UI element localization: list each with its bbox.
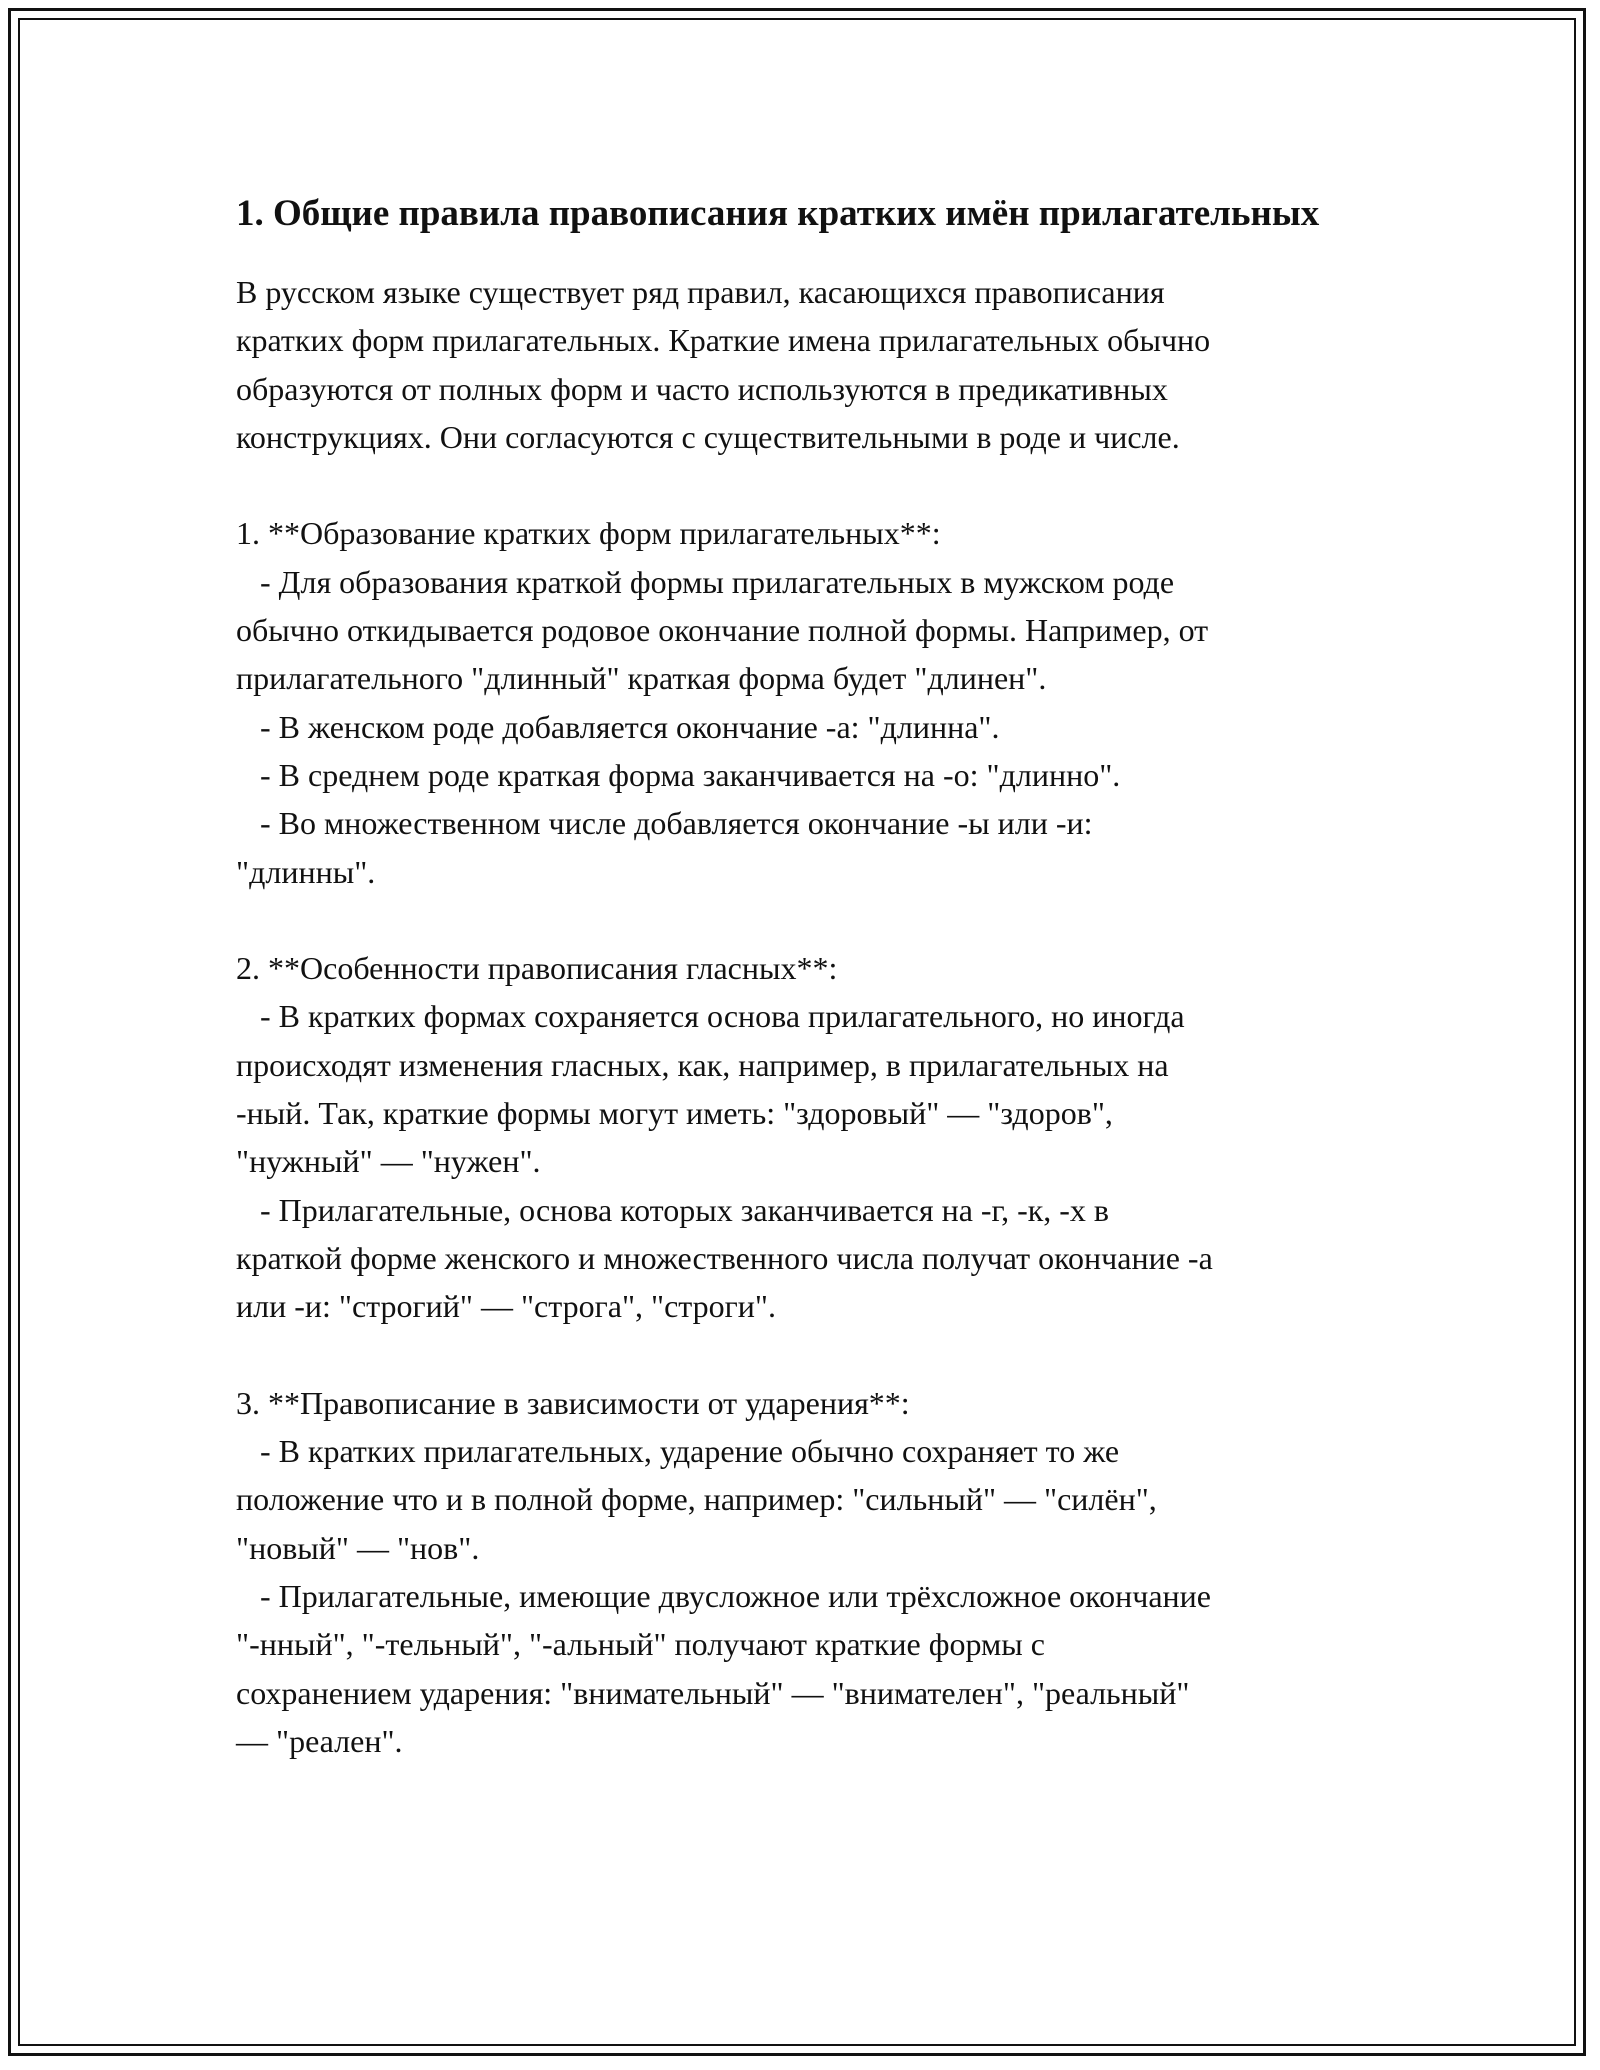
text-line: краткой форме женского и множественного числа получат окончание -а — [236, 1239, 1213, 1276]
text-line: сохранением ударения: "внимательный" — "внимателен", "реальный" — [236, 1674, 1190, 1711]
paragraph-gap — [236, 896, 1396, 944]
text-line: - Прилагательные, основа которых заканчивается на -г, -к, -х в — [236, 1191, 1110, 1228]
text-line: В русском языке существует ряд правил, касающихся правописания — [236, 274, 1165, 310]
section-heading: 3. **Правописание в зависимости от ударения**: — [236, 1384, 910, 1421]
text-line: - Для образования краткой формы прилагательных в мужском роде — [236, 563, 1175, 600]
text-line: - Прилагательные, имеющие двусложное или трёхсложное окончание — [236, 1578, 1211, 1615]
section-stress — [236, 1379, 1396, 1765]
text-line: положение что и в полной форме, например: "сильный" — "силён", — [236, 1481, 1157, 1518]
section-heading: 2. **Особенности правописания гласных**: — [236, 950, 838, 987]
text-line: "-нный", "-тельный", "-альный" получают краткие формы с — [236, 1626, 1045, 1663]
text-line: или -и: "строгий" — "строга", "строги". — [236, 1288, 776, 1325]
text-line: — "реален". — [236, 1722, 403, 1759]
text-line: конструкциях. Они согласуются с существительными в роде и числе. — [236, 418, 1180, 455]
text-line: - В женском роде добавляется окончание -а: "длинна". — [236, 708, 1000, 745]
section-vowels — [236, 944, 1396, 1330]
text-line: - В среднем роде краткая форма заканчивается на -о: "длинно". — [236, 756, 1121, 793]
text-line: "новый" — "нов". — [236, 1529, 480, 1566]
text-line: образуются от полных форм и часто используются в предикативных — [236, 370, 1168, 407]
text-line: обычно откидывается родовое окончание полной формы. Например, от — [236, 612, 1209, 649]
text-line: кратких форм прилагательных. Краткие имена прилагательных обычно — [236, 322, 1211, 359]
paragraph-gap — [236, 461, 1396, 509]
text-line: прилагательного "длинный" краткая форма будет "длинен". — [236, 660, 1047, 697]
section-heading: 1. **Образование кратких форм прилагательных**: — [236, 515, 941, 552]
text-line: "нужный" — "нужен". — [236, 1143, 541, 1180]
text-line: - В кратких прилагательных, ударение обычно сохраняет то же — [236, 1433, 1120, 1470]
section-formation — [236, 509, 1396, 895]
document-title: 1. Общие правила правописания кратких имён прилагательных — [236, 193, 1320, 234]
text-line: происходят изменения гласных, как, например, в прилагательных на — [236, 1046, 1169, 1083]
text-line: -ный. Так, краткие формы могут иметь: "здоровый" — "здоров", — [236, 1095, 1113, 1132]
text-line: - Во множественном числе добавляется окончание -ы или -и: — [236, 805, 1093, 842]
text-line: "длинны". — [236, 853, 376, 890]
text-line: - В кратких формах сохраняется основа прилагательного, но иногда — [236, 998, 1185, 1035]
document-content — [236, 186, 1396, 1765]
paragraph-gap — [236, 1331, 1396, 1379]
paragraph-intro — [236, 268, 1396, 461]
